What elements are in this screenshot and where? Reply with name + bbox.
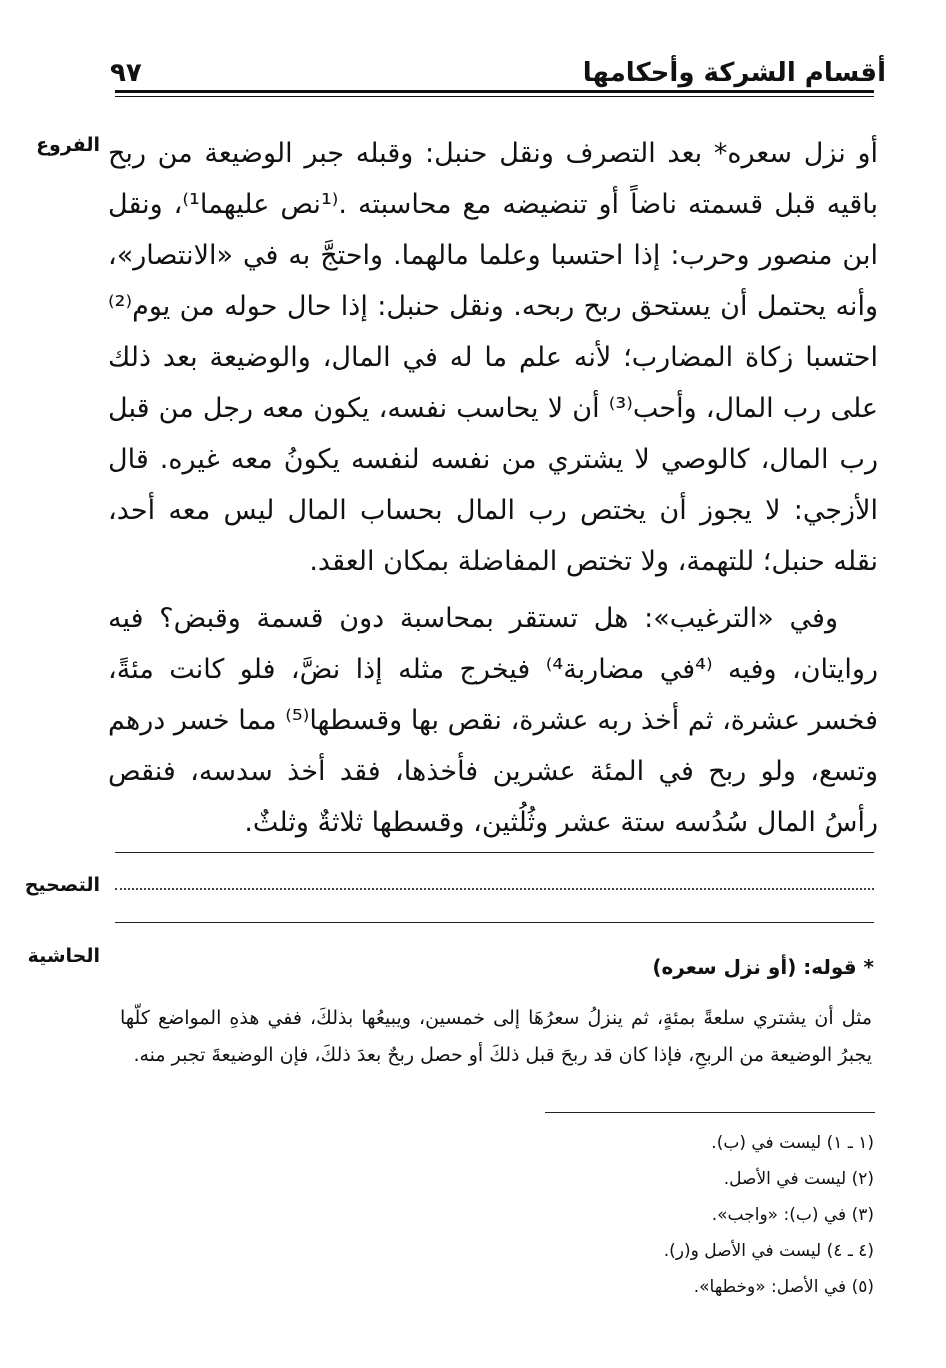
margin-label-furu: الفروع <box>36 134 100 156</box>
footnote: (٣) في (ب): «واجب». <box>711 1205 874 1225</box>
footnote: (٢) ليست في الأصل. <box>723 1169 874 1189</box>
margin-label-hashiya: الحاشية <box>27 945 100 967</box>
main-text <box>108 128 878 848</box>
paragraph: أو نزل سعره* بعد التصرف ونقل حنبل: وقبله جبر الوضيعة من ربح باقيه قبل قسمته ناضاً أو تنضيضه مع محاسبته .⁽¹نص عليهما¹⁾، ونقل ابن منصور وحرب: إذا احتسبا وعلما مالهما. واحتجَّ به في «الانتصار»، وأنه يحتمل أن يستحق ربح ربحه. ونقل حنبل: إذا حال حوله من يوم⁽²⁾ احتسبا زكاة المضارب؛ لأنه علم ما له في المال، والوضيعة بعد ذلك على رب المال، وأحب⁽³⁾ أن لا يحاسب نفسه، يكون معه رجل من قبل رب المال، كالوصي لا يشتري من نفسه لنفسه يكونُ معه غيره. قال الأزجي: لا يجوز أن يختص رب المال بحساب المال ليس معه أحد، نقله حنبل؛ للتهمة، ولا تختص المفاضلة بمكان العقد. <box>108 138 879 577</box>
note-heading: * قوله: (أو نزل سعره) <box>652 955 874 979</box>
correction-bottom-rule <box>115 922 874 923</box>
footnote-rule <box>545 1112 875 1113</box>
footnote: (١ ـ ١) ليست في (ب). <box>711 1133 874 1153</box>
correction-top-rule <box>115 852 874 853</box>
header-rule-thin <box>115 96 874 97</box>
paragraph: وفي «الترغيب»: هل تستقر بمحاسبة دون قسمة وقبض؟ فيه روايتان، وفيه ⁽⁴في مضاربة⁴⁾ فيخرج مثله إذا نضَّ، فلو كانت مئةً، فخسر عشرة، ثم أخذ ربه عشرة، نقص بها وقسطها⁽⁵⁾ مما خسر درهم وتسع، ولو ربح في المئة عشرين فأخذها، فقد أخذ سدسه، فنقص رأسُ المال سُدُسه ستة عشر وثُلُثين، وقسطها ثلاثةٌ وثلثٌ. <box>108 603 878 838</box>
margin-label-tashih: التصحيح <box>24 874 100 896</box>
footnote: (٥) في الأصل: «وخطها». <box>693 1277 874 1297</box>
correction-dotted-line <box>115 888 874 890</box>
running-title: أقسام الشركة وأحكامها <box>582 58 886 88</box>
footnote: (٤ ـ ٤) ليست في الأصل و(ر). <box>663 1241 874 1261</box>
page-number: ٩٧ <box>110 58 142 88</box>
header-rule <box>115 90 874 93</box>
footnotes <box>664 1125 874 1305</box>
note-body: مثل أن يشتري سلعةً بمئةٍ، ثم ينزلُ سعرُهَا إلى خمسين، ويبيعُها بذلكَ، ففي هذهِ المواضع كلّها يجبرُ الوضيعة من الربحِ، فإذا كان قد ربحَ قبل ذلكَ أو حصل ربحٌ بعدَ ذلكَ، فإن الوضيعةَ تجبر منه. <box>120 1007 872 1066</box>
